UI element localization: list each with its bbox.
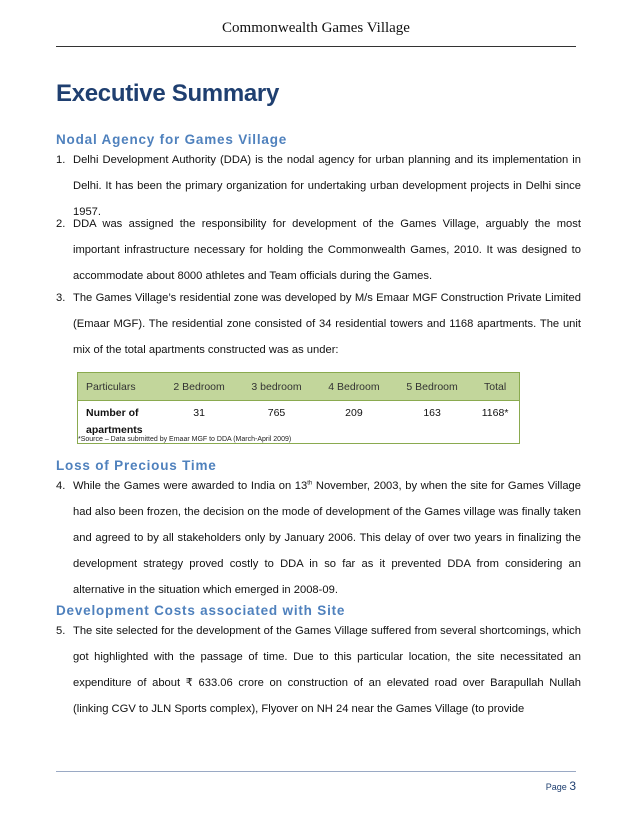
- table-header-cell: 5 Bedroom: [393, 373, 471, 401]
- page-label: Page: [545, 782, 567, 792]
- list-item: [56, 618, 581, 722]
- list-item-text-part: While the Games were awarded to India on 13: [73, 480, 308, 492]
- list-item: [56, 285, 581, 363]
- list-item: [56, 473, 581, 603]
- table-header-cell: Total: [471, 373, 519, 401]
- table-cell: 31: [160, 401, 238, 444]
- list-item-number: 3.: [56, 292, 66, 304]
- table-cell: 209: [315, 401, 393, 444]
- section-heading-loss-of-time: Loss of Precious Time: [56, 458, 217, 473]
- list-item-number: 1.: [56, 154, 66, 166]
- table-header-cell: 3 bedroom: [238, 373, 315, 401]
- list-item-text: Delhi Development Authority (DDA) is the nodal agency for urban planning and its implementation in Delhi. It has been the primary organization for undertaking urban development projects in Delhi since 1957.: [73, 154, 581, 218]
- page-number: [546, 779, 576, 793]
- list-item-text: [73, 473, 581, 603]
- document-title: Commonwealth Games Village: [222, 20, 410, 36]
- list-item: [56, 211, 581, 289]
- footer-divider: [56, 771, 576, 772]
- table-header-cell: 4 Bedroom: [315, 373, 393, 401]
- list-item-text-part: November, 2003, by when the site for Games Village had also been frozen, the decision on the mode of development of the Games village was finally taken and agreed to by all stakeholders only by January 2006. This delay of over two years in finalizing the development strategy proved costly to DDA in so far as it prevented DDA from considering an alternative in the situation which emerged in 2008-09.: [73, 480, 581, 596]
- table-header-cell: 2 Bedroom: [160, 373, 238, 401]
- table-footnote: *Source – Data submitted by Emaar MGF to DDA (March-April 2009): [78, 436, 292, 443]
- executive-summary-title: Executive Summary: [56, 80, 280, 107]
- table-cell: 1168*: [471, 401, 519, 444]
- table-cell: 163: [393, 401, 471, 444]
- table-cell: 765: [238, 401, 315, 444]
- table-header-row: [78, 373, 520, 401]
- section-heading-development-costs: Development Costs associated with Site: [56, 603, 346, 618]
- list-item-number: 4.: [56, 480, 66, 492]
- list-item-number: 5.: [56, 625, 66, 637]
- list-item-text: The site selected for the development of the Games Village suffered from several shortcomings, which got highlighted with the passage of time. Due to this particular location, the site necessitated an expenditure of about ₹ 633.06 crore on construction of an elevated road over Barapullah Nullah (linking CGV to JLN Sports complex), Flyover on NH 24 near the Games Village (to provide: [73, 625, 581, 715]
- list-item-text: The Games Village’s residential zone was developed by M/s Emaar MGF Construction Private Limited (Emaar MGF). The residential zone consisted of 34 residential towers and 1168 apartments. The unit mix of the total apartments constructed was as under:: [73, 292, 581, 356]
- list-item-number: 2.: [56, 218, 66, 230]
- page-number-value: 3: [569, 779, 576, 793]
- table-header-cell: Particulars: [78, 373, 161, 401]
- apartment-unit-mix-table: [77, 372, 520, 444]
- superscript: th: [307, 480, 313, 487]
- list-item-text: DDA was assigned the responsibility for development of the Games Village, arguably the most important infrastructure necessary for holding the Commonwealth Games, 2010. It was designed to accommodate about 8000 athletes and Team officials during the Games.: [73, 218, 581, 282]
- section-heading-nodal-agency: Nodal Agency for Games Village: [56, 132, 288, 147]
- page-header: [56, 20, 576, 47]
- table-cell: Number of apartments: [78, 401, 161, 444]
